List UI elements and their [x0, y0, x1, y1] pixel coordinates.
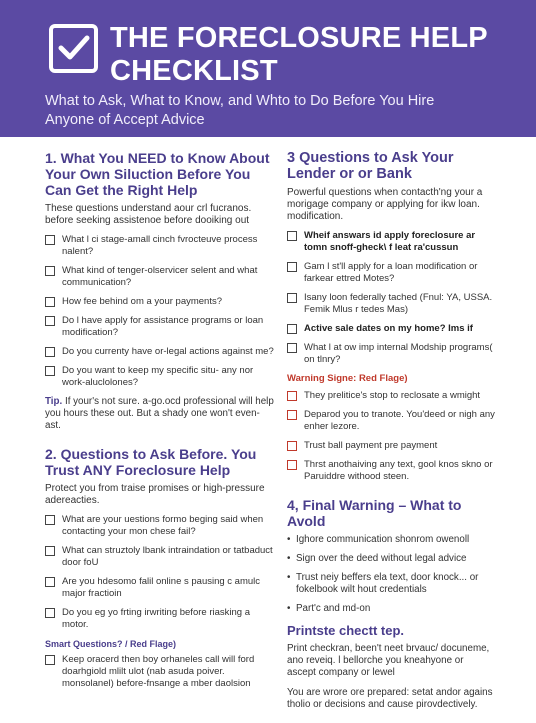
- checkbox[interactable]: [287, 231, 297, 241]
- checkbox[interactable]: [287, 460, 297, 470]
- checkbox[interactable]: [287, 324, 297, 334]
- bullet-item: • Ighore communication shonrom owenoll: [287, 534, 470, 545]
- checklist-item[interactable]: Do you want to keep my specific situ- any nor work-aluclolones?: [45, 365, 275, 389]
- print-heading: Printste chectt tep.: [287, 623, 405, 638]
- warning-item[interactable]: Thrst anothaiving any text, gool knos skno or Paruiddre withood steen.: [287, 459, 495, 483]
- left-column: [45, 150, 275, 700]
- warning-item[interactable]: Deparod you to tranote. You'deed or nigh any enher lezore.: [287, 409, 495, 433]
- checklist-item[interactable]: Do l have apply for assistance programs or loan modification?: [45, 315, 275, 339]
- checkbox[interactable]: [45, 316, 55, 326]
- section-3-intro: Powerful questions when contacth'ng your a morigage company or applying for ikw loan. modification.: [287, 187, 483, 222]
- tip-note: [45, 396, 275, 432]
- section-2-intro: Protect you from traise promises or high-pressure adereacties.: [45, 483, 265, 506]
- checklist-item[interactable]: Gam l st'll apply for a loan modification or farkear ettred Motes?: [287, 261, 495, 285]
- checkbox[interactable]: [45, 546, 55, 556]
- checklist-item[interactable]: Do you eg yo frting irwriting before riasking a motor.: [45, 607, 275, 631]
- bullet-item: • Sign over the deed without legal advice: [287, 553, 467, 564]
- section-4-heading: 4, Final Warning – What to Avold: [287, 497, 462, 529]
- checklist-item[interactable]: What l at ow imp internal Modship programs( on tlnry?: [287, 342, 495, 366]
- warning-item[interactable]: They prelitice's stop to reclosate a wmight: [287, 390, 495, 402]
- section-2: [45, 446, 275, 690]
- warning-signs-label: Warning Signe: Red Flage): [287, 373, 408, 384]
- bullet-item: • Trust neiy beffers ela text, door knock... or fokelbook wilt hout credentials: [287, 572, 479, 595]
- section-1-heading: 1. What You NEED to Know About Your Own Siluction Before You Can Get the Right Help: [45, 150, 270, 198]
- checklist-item[interactable]: Do you currenty have or-legal actions against me?: [45, 346, 275, 358]
- page-title: THE FORECLOSURE HELP CHECKLIST: [110, 22, 488, 87]
- checkbox[interactable]: [45, 297, 55, 307]
- checklist-item[interactable]: Wheif answars id apply foreclosure ar tomn snoff-gheck\ f leat ra'cussun: [287, 230, 495, 254]
- section-3: [287, 150, 495, 483]
- header-banner: [0, 0, 536, 137]
- checklist-item[interactable]: Active sale dates on my home? Ims if: [287, 323, 495, 335]
- checkbox[interactable]: [287, 343, 297, 353]
- tip-text: If your's not sure. a-go.ocd professional will help you hours these out. But a shady one won't even-ast.: [45, 396, 274, 431]
- smart-questions-label: Smart Questions? / Red Flage): [45, 639, 177, 649]
- right-column: [287, 150, 495, 721]
- checkbox[interactable]: [45, 347, 55, 357]
- print-paragraph: Print checkran, been't neet brvauc/ docuneme, ano reveiq. l bellorche you kneahyone or ascept company or lewel: [287, 643, 490, 678]
- page-subtitle: What to Ask, What to Know, and Whto to Do Before You Hire Anyone of Accept Advice: [45, 93, 435, 128]
- bullet-item: • Part'c and md-on: [287, 603, 371, 614]
- checkbox[interactable]: [45, 235, 55, 245]
- checkbox[interactable]: [45, 608, 55, 618]
- checkbox[interactable]: [45, 366, 55, 376]
- section-1-intro: These questions understand aour crl fucranos. before seeking assistenoe before dooiking out: [45, 203, 252, 226]
- tip-label: Tip.: [45, 396, 63, 407]
- warning-item[interactable]: Trust ball payment pre payment: [287, 440, 495, 452]
- checklist-item[interactable]: What kind of tenger-olservicer selent and what communication?: [45, 265, 275, 289]
- checklist-item[interactable]: What can struztoly lbank intraindation or tatbaduct door foU: [45, 545, 275, 569]
- section-4: [287, 497, 495, 711]
- checkbox[interactable]: [287, 293, 297, 303]
- checklist-item[interactable]: What l ci stage-amall cinch fvrocteuve process nalent?: [45, 234, 275, 258]
- checkbox[interactable]: [287, 441, 297, 451]
- checklist-item[interactable]: How fee behind om a your payments?: [45, 296, 275, 308]
- checkbox[interactable]: [45, 655, 55, 665]
- checklist-item[interactable]: Keep oracerd then boy orhaneles call will ford doarhgiold mlilt ulot (nab asuda poiver. monsolanel) before-fnsange a mber daolsion: [45, 654, 275, 690]
- closing-paragraph: You are wrore ore prepared: setat andor agains tholio or decisions and cause pirovdectively.: [287, 687, 493, 710]
- checklist-item[interactable]: What are your uestions formo beging said when contacting your mon chese fail?: [45, 514, 275, 538]
- checklist-item[interactable]: Are you hdesomo falil online s pausing c amulc major fractioin: [45, 576, 275, 600]
- section-2-heading: 2. Questions to Ask Before. You Trust ANY Foreclosure Help: [45, 446, 257, 478]
- section-1: [45, 150, 275, 432]
- checkbox[interactable]: [45, 515, 55, 525]
- checkbox[interactable]: [287, 391, 297, 401]
- checkbox[interactable]: [287, 262, 297, 272]
- checkbox[interactable]: [45, 577, 55, 587]
- checkbox[interactable]: [45, 266, 55, 276]
- checklist-item[interactable]: Isany loon federally tached (Fnul: YA, USSA. Femik Mlus r tedes Mas): [287, 292, 495, 316]
- checkbox-check-icon: [49, 24, 98, 73]
- checkbox[interactable]: [287, 410, 297, 420]
- section-3-heading: 3 Questions to Ask Your Lender or or Bank: [287, 150, 454, 182]
